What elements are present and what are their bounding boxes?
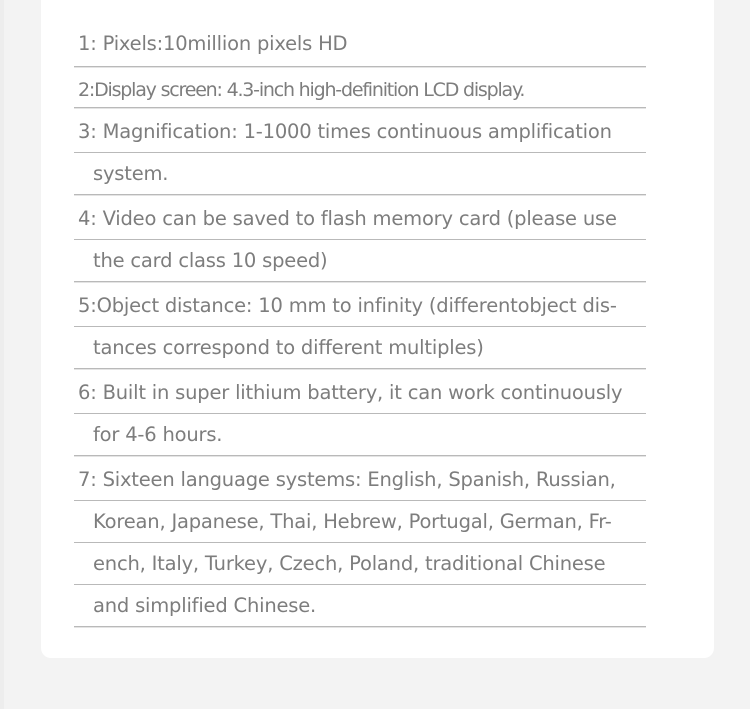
spec-line: system. xyxy=(74,152,646,194)
spec-line: tances correspond to different multiples) xyxy=(74,326,646,368)
spec-line: ench, Italy, Turkey, Czech, Poland, traditional Chinese xyxy=(74,542,646,584)
spec-line: 5:Object distance: 10 mm to infinity (differentobject dis- xyxy=(78,294,617,317)
spec-item-display xyxy=(74,70,646,108)
spec-item-battery xyxy=(74,372,646,456)
spec-item-object-distance xyxy=(74,285,646,369)
spec-item-languages xyxy=(74,459,646,627)
spec-line: the card class 10 speed) xyxy=(74,239,646,281)
spec-item-video xyxy=(74,198,646,282)
spec-item-pixels xyxy=(74,22,646,67)
spec-card xyxy=(41,0,714,658)
spec-line: 2:Display screen: 4.3-inch high-definition LCD display. xyxy=(78,79,525,101)
page-edge xyxy=(0,0,4,709)
spec-line: 4: Video can be saved to flash memory card (please use xyxy=(78,207,617,230)
spec-line: 3: Magnification: 1-1000 times continuous amplification xyxy=(78,120,612,143)
spec-line: for 4-6 hours. xyxy=(74,413,646,455)
spec-line: 1: Pixels:10million pixels HD xyxy=(78,32,348,55)
spec-line: 6: Built in super lithium battery, it can work continuously xyxy=(78,381,623,404)
spec-item-magnification xyxy=(74,111,646,195)
spec-line: 7: Sixteen language systems: English, Spanish, Russian, xyxy=(78,468,616,491)
spec-line: Korean, Japanese, Thai, Hebrew, Portugal, German, Fr- xyxy=(74,500,646,542)
spec-line: and simplified Chinese. xyxy=(74,584,646,626)
spec-list xyxy=(74,22,646,630)
